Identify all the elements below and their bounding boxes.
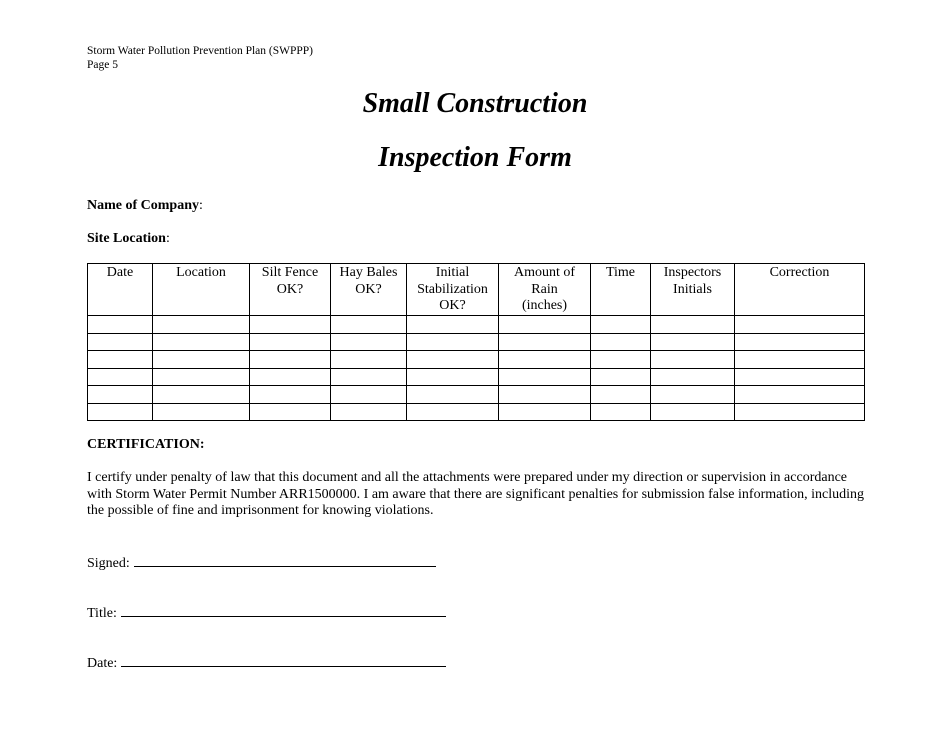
table-cell[interactable] <box>331 386 407 404</box>
company-colon: : <box>199 198 203 213</box>
table-cell[interactable] <box>331 403 407 421</box>
table-cell[interactable] <box>499 316 591 334</box>
table-cell[interactable] <box>591 333 651 351</box>
table-cell[interactable] <box>499 351 591 369</box>
table-cell[interactable] <box>153 351 250 369</box>
table-cell[interactable] <box>499 386 591 404</box>
table-cell[interactable] <box>331 368 407 386</box>
table-cell[interactable] <box>591 368 651 386</box>
column-header-silt-fence: Silt Fence OK? <box>250 264 331 316</box>
column-header-initial-stabilization: Initial Stabilization OK? <box>407 264 499 316</box>
certification-text: I certify under penalty of law that this document and all the attachments were prepared under my direction or supervision in accordance with Storm Water Permit Number ARR1500000. I am aware that there are significant penalties for submission false information, including the possible of fine and imprisonment for knowing violations. <box>87 470 864 518</box>
table-cell[interactable] <box>407 368 499 386</box>
form-title-line2: Inspection Form <box>378 142 572 173</box>
table-cell[interactable] <box>591 316 651 334</box>
table-cell[interactable] <box>651 316 735 334</box>
table-cell[interactable] <box>735 316 865 334</box>
table-cell[interactable] <box>88 386 153 404</box>
table-cell[interactable] <box>250 351 331 369</box>
signed-field[interactable] <box>87 553 436 572</box>
column-header-rain-amount: Amount of Rain (inches) <box>499 264 591 316</box>
table-cell[interactable] <box>651 368 735 386</box>
table-cell[interactable] <box>407 351 499 369</box>
table-cell[interactable] <box>153 386 250 404</box>
page-number: Page 5 <box>87 59 118 71</box>
date-line[interactable] <box>121 653 446 667</box>
title-label: Title: <box>87 606 117 621</box>
table-cell[interactable] <box>88 368 153 386</box>
table-cell[interactable] <box>250 368 331 386</box>
table-cell[interactable] <box>250 403 331 421</box>
table-cell[interactable] <box>407 386 499 404</box>
table-cell[interactable] <box>735 403 865 421</box>
column-header-time: Time <box>591 264 651 316</box>
table-cell[interactable] <box>591 403 651 421</box>
table-row <box>88 386 865 404</box>
table-cell[interactable] <box>407 403 499 421</box>
certification-heading: CERTIFICATION: <box>87 437 205 452</box>
table-row <box>88 351 865 369</box>
table-cell[interactable] <box>407 316 499 334</box>
table-cell[interactable] <box>331 351 407 369</box>
table-cell[interactable] <box>153 333 250 351</box>
table-cell[interactable] <box>331 333 407 351</box>
table-cell[interactable] <box>651 333 735 351</box>
company-name-label: Name of Company <box>87 198 199 213</box>
title-field[interactable] <box>87 603 446 622</box>
table-cell[interactable] <box>331 316 407 334</box>
site-location-label: Site Location <box>87 231 166 246</box>
table-cell[interactable] <box>250 316 331 334</box>
signed-label: Signed: <box>87 556 130 571</box>
column-header-correction: Correction <box>735 264 865 316</box>
table-cell[interactable] <box>153 316 250 334</box>
signed-line[interactable] <box>134 553 436 567</box>
date-label: Date: <box>87 656 118 671</box>
table-cell[interactable] <box>651 351 735 369</box>
column-header-date: Date <box>88 264 153 316</box>
table-cell[interactable] <box>88 316 153 334</box>
table-cell[interactable] <box>651 386 735 404</box>
table-cell[interactable] <box>88 333 153 351</box>
date-field[interactable] <box>87 653 446 672</box>
table-cell[interactable] <box>499 368 591 386</box>
site-colon: : <box>165 231 170 246</box>
table-cell[interactable] <box>651 403 735 421</box>
table-cell[interactable] <box>499 403 591 421</box>
inspection-table <box>87 263 865 421</box>
table-cell[interactable] <box>88 403 153 421</box>
table-cell[interactable] <box>499 333 591 351</box>
form-title-line1: Small Construction <box>362 88 588 119</box>
document-header-title: Storm Water Pollution Prevention Plan (SWPPP) <box>87 45 313 57</box>
table-cell[interactable] <box>250 333 331 351</box>
table-row <box>88 403 865 421</box>
table-cell[interactable] <box>407 333 499 351</box>
table-header-row <box>88 264 865 316</box>
table-row <box>88 316 865 334</box>
column-header-location: Location <box>153 264 250 316</box>
title-line[interactable] <box>121 603 446 617</box>
table-cell[interactable] <box>735 368 865 386</box>
table-cell[interactable] <box>735 351 865 369</box>
table-cell[interactable] <box>153 368 250 386</box>
table-row <box>88 333 865 351</box>
company-name-field[interactable] <box>87 197 203 214</box>
table-cell[interactable] <box>88 351 153 369</box>
table-cell[interactable] <box>591 351 651 369</box>
column-header-inspector-initials: Inspectors Initials <box>651 264 735 316</box>
site-location-field[interactable] <box>87 230 170 247</box>
column-header-hay-bales: Hay Bales OK? <box>331 264 407 316</box>
table-cell[interactable] <box>591 386 651 404</box>
table-row <box>88 368 865 386</box>
table-cell[interactable] <box>735 386 865 404</box>
table-cell[interactable] <box>250 386 331 404</box>
table-cell[interactable] <box>735 333 865 351</box>
table-cell[interactable] <box>153 403 250 421</box>
